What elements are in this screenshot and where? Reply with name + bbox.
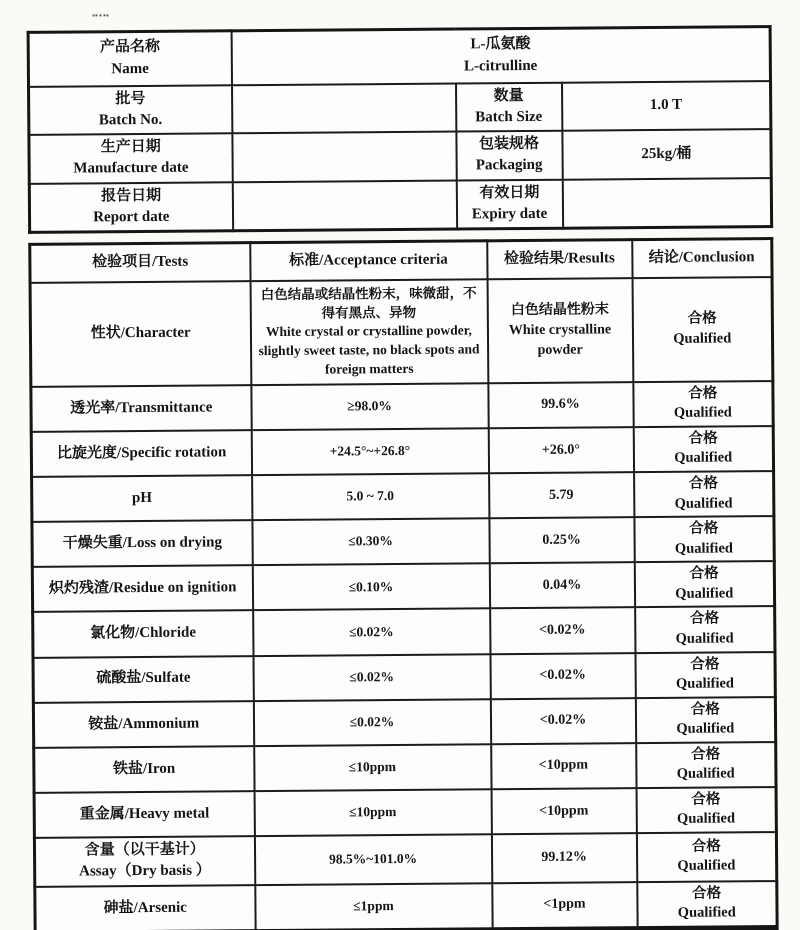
conclusion-cell: 合格 Qualified bbox=[633, 426, 773, 472]
table-row bbox=[34, 787, 776, 838]
conclusion-column-header: 结论/Conclusion bbox=[632, 239, 772, 278]
result-cell: <10ppm bbox=[491, 743, 636, 789]
criteria-cell: ≤1ppm bbox=[255, 883, 492, 930]
table-row bbox=[32, 471, 774, 522]
expiry-date-label: 有效日期 Expiry date bbox=[456, 179, 562, 229]
criteria-cell: ≤10ppm bbox=[254, 744, 491, 791]
conclusion-cell: 合格 Qualified bbox=[636, 787, 776, 833]
table-row bbox=[30, 277, 773, 387]
table-row bbox=[33, 697, 775, 748]
table-row bbox=[35, 881, 777, 930]
table-row bbox=[34, 832, 776, 886]
conclusion-cell: 合格 Qualified bbox=[636, 742, 776, 788]
criteria-cell: ≤0.02% bbox=[253, 699, 490, 746]
test-results-table bbox=[28, 237, 778, 930]
expiry-date-value bbox=[562, 178, 771, 229]
test-name-cell: 炽灼残渣/Residue on ignition bbox=[32, 565, 252, 612]
conclusion-cell: 合格 Qualified bbox=[634, 471, 774, 517]
result-cell: <0.02% bbox=[490, 653, 635, 699]
result-cell: 0.04% bbox=[489, 562, 634, 608]
batch-size-value: 1.0 T bbox=[561, 81, 770, 131]
table-row bbox=[29, 81, 771, 135]
criteria-cell: +24.5°~+26.8° bbox=[251, 428, 488, 475]
result-cell: +26.0° bbox=[488, 427, 633, 473]
packaging-value: 25kg/桶 bbox=[562, 129, 771, 179]
result-cell: 白色结晶性粉末 White crystalline powder bbox=[487, 278, 633, 383]
test-name-cell: 氯化物/Chloride bbox=[33, 611, 253, 658]
test-name-cell: 砷盐/Arsenic bbox=[35, 885, 255, 930]
table-row bbox=[33, 652, 775, 703]
conclusion-cell: 合格 Qualified bbox=[635, 606, 775, 652]
conclusion-cell: 合格 Qualified bbox=[633, 381, 773, 427]
criteria-cell: 5.0 ~ 7.0 bbox=[252, 473, 489, 520]
report-date-label: 报告日期 Report date bbox=[29, 182, 232, 233]
test-name-cell: 性状/Character bbox=[30, 281, 251, 387]
table-row bbox=[28, 27, 770, 87]
criteria-cell: ≤0.02% bbox=[253, 609, 490, 656]
batch-no-value bbox=[232, 83, 456, 133]
result-cell: 0.25% bbox=[489, 517, 634, 563]
table-row bbox=[31, 426, 773, 477]
test-name-cell: 干燥失重/Loss on drying bbox=[32, 520, 252, 567]
table-row bbox=[31, 381, 773, 432]
test-name-cell: 铵盐/Ammonium bbox=[33, 701, 253, 748]
test-name-cell: 铁盐/Iron bbox=[34, 746, 254, 793]
conclusion-cell: 合格 Qualified bbox=[636, 832, 776, 882]
criteria-cell: 白色结晶或结晶性粉末，味微甜，不得有黑点、异物 White crystal or crystalline powder, slightly sweet taste, no black spots and foreign matters bbox=[250, 279, 488, 385]
batch-size-label: 数量 Batch Size bbox=[456, 82, 562, 131]
manufacture-date-value bbox=[232, 132, 456, 182]
test-name-cell: pH bbox=[32, 475, 252, 522]
batch-no-label: 批号 Batch No. bbox=[29, 85, 232, 135]
criteria-cell: ≥98.0% bbox=[251, 383, 488, 430]
criteria-cell: ≤10ppm bbox=[254, 789, 491, 836]
manufacture-date-label: 生产日期 Manufacture date bbox=[29, 133, 232, 183]
product-name-label: 产品名称 Name bbox=[28, 31, 231, 87]
packaging-label: 包装规格 Packaging bbox=[456, 131, 562, 180]
product-name-value: L-瓜氨酸 L-citrulline bbox=[231, 27, 770, 85]
tests-column-header: 检验项目/Tests bbox=[30, 243, 250, 283]
table-header-row bbox=[30, 239, 772, 283]
table-row bbox=[32, 516, 774, 567]
conclusion-cell: 合格 Qualified bbox=[634, 516, 774, 562]
criteria-cell: ≤0.30% bbox=[252, 518, 489, 565]
table-row bbox=[33, 606, 775, 657]
criteria-cell: 98.5%~101.0% bbox=[254, 834, 491, 884]
test-name-cell: 比旋光度/Specific rotation bbox=[31, 430, 251, 477]
result-cell: <10ppm bbox=[491, 788, 636, 834]
conclusion-cell: 合格 Qualified bbox=[635, 652, 775, 698]
conclusion-cell: 合格 Qualified bbox=[632, 277, 773, 382]
result-cell: 99.6% bbox=[488, 382, 633, 428]
result-cell: <0.02% bbox=[490, 698, 635, 744]
test-name-cell: 重金属/Heavy metal bbox=[34, 791, 254, 838]
result-cell: <0.02% bbox=[490, 608, 635, 654]
test-name-cell: 硫酸盐/Sulfate bbox=[33, 656, 253, 703]
test-name-cell: 透光率/Transmittance bbox=[31, 385, 251, 432]
scan-artifact bbox=[92, 14, 108, 18]
conclusion-cell: 合格 Qualified bbox=[635, 697, 775, 743]
table-row bbox=[29, 129, 771, 183]
product-info-table bbox=[27, 25, 774, 234]
results-column-header: 检验结果/Results bbox=[487, 240, 632, 279]
criteria-column-header: 标准/Acceptance criteria bbox=[250, 241, 487, 281]
result-cell: <1ppm bbox=[492, 882, 637, 930]
table-row bbox=[29, 178, 771, 233]
report-date-value bbox=[232, 180, 456, 231]
criteria-cell: ≤0.10% bbox=[252, 564, 489, 611]
conclusion-cell: 合格 Qualified bbox=[637, 881, 777, 929]
table-row bbox=[34, 742, 776, 793]
result-cell: 99.12% bbox=[491, 833, 636, 883]
test-name-cell: 含量（以干基计） Assay（Dry basis ） bbox=[34, 836, 254, 886]
conclusion-cell: 合格 Qualified bbox=[634, 561, 774, 607]
result-cell: 5.79 bbox=[489, 472, 634, 518]
table-row bbox=[32, 561, 774, 612]
criteria-cell: ≤0.02% bbox=[253, 654, 490, 701]
